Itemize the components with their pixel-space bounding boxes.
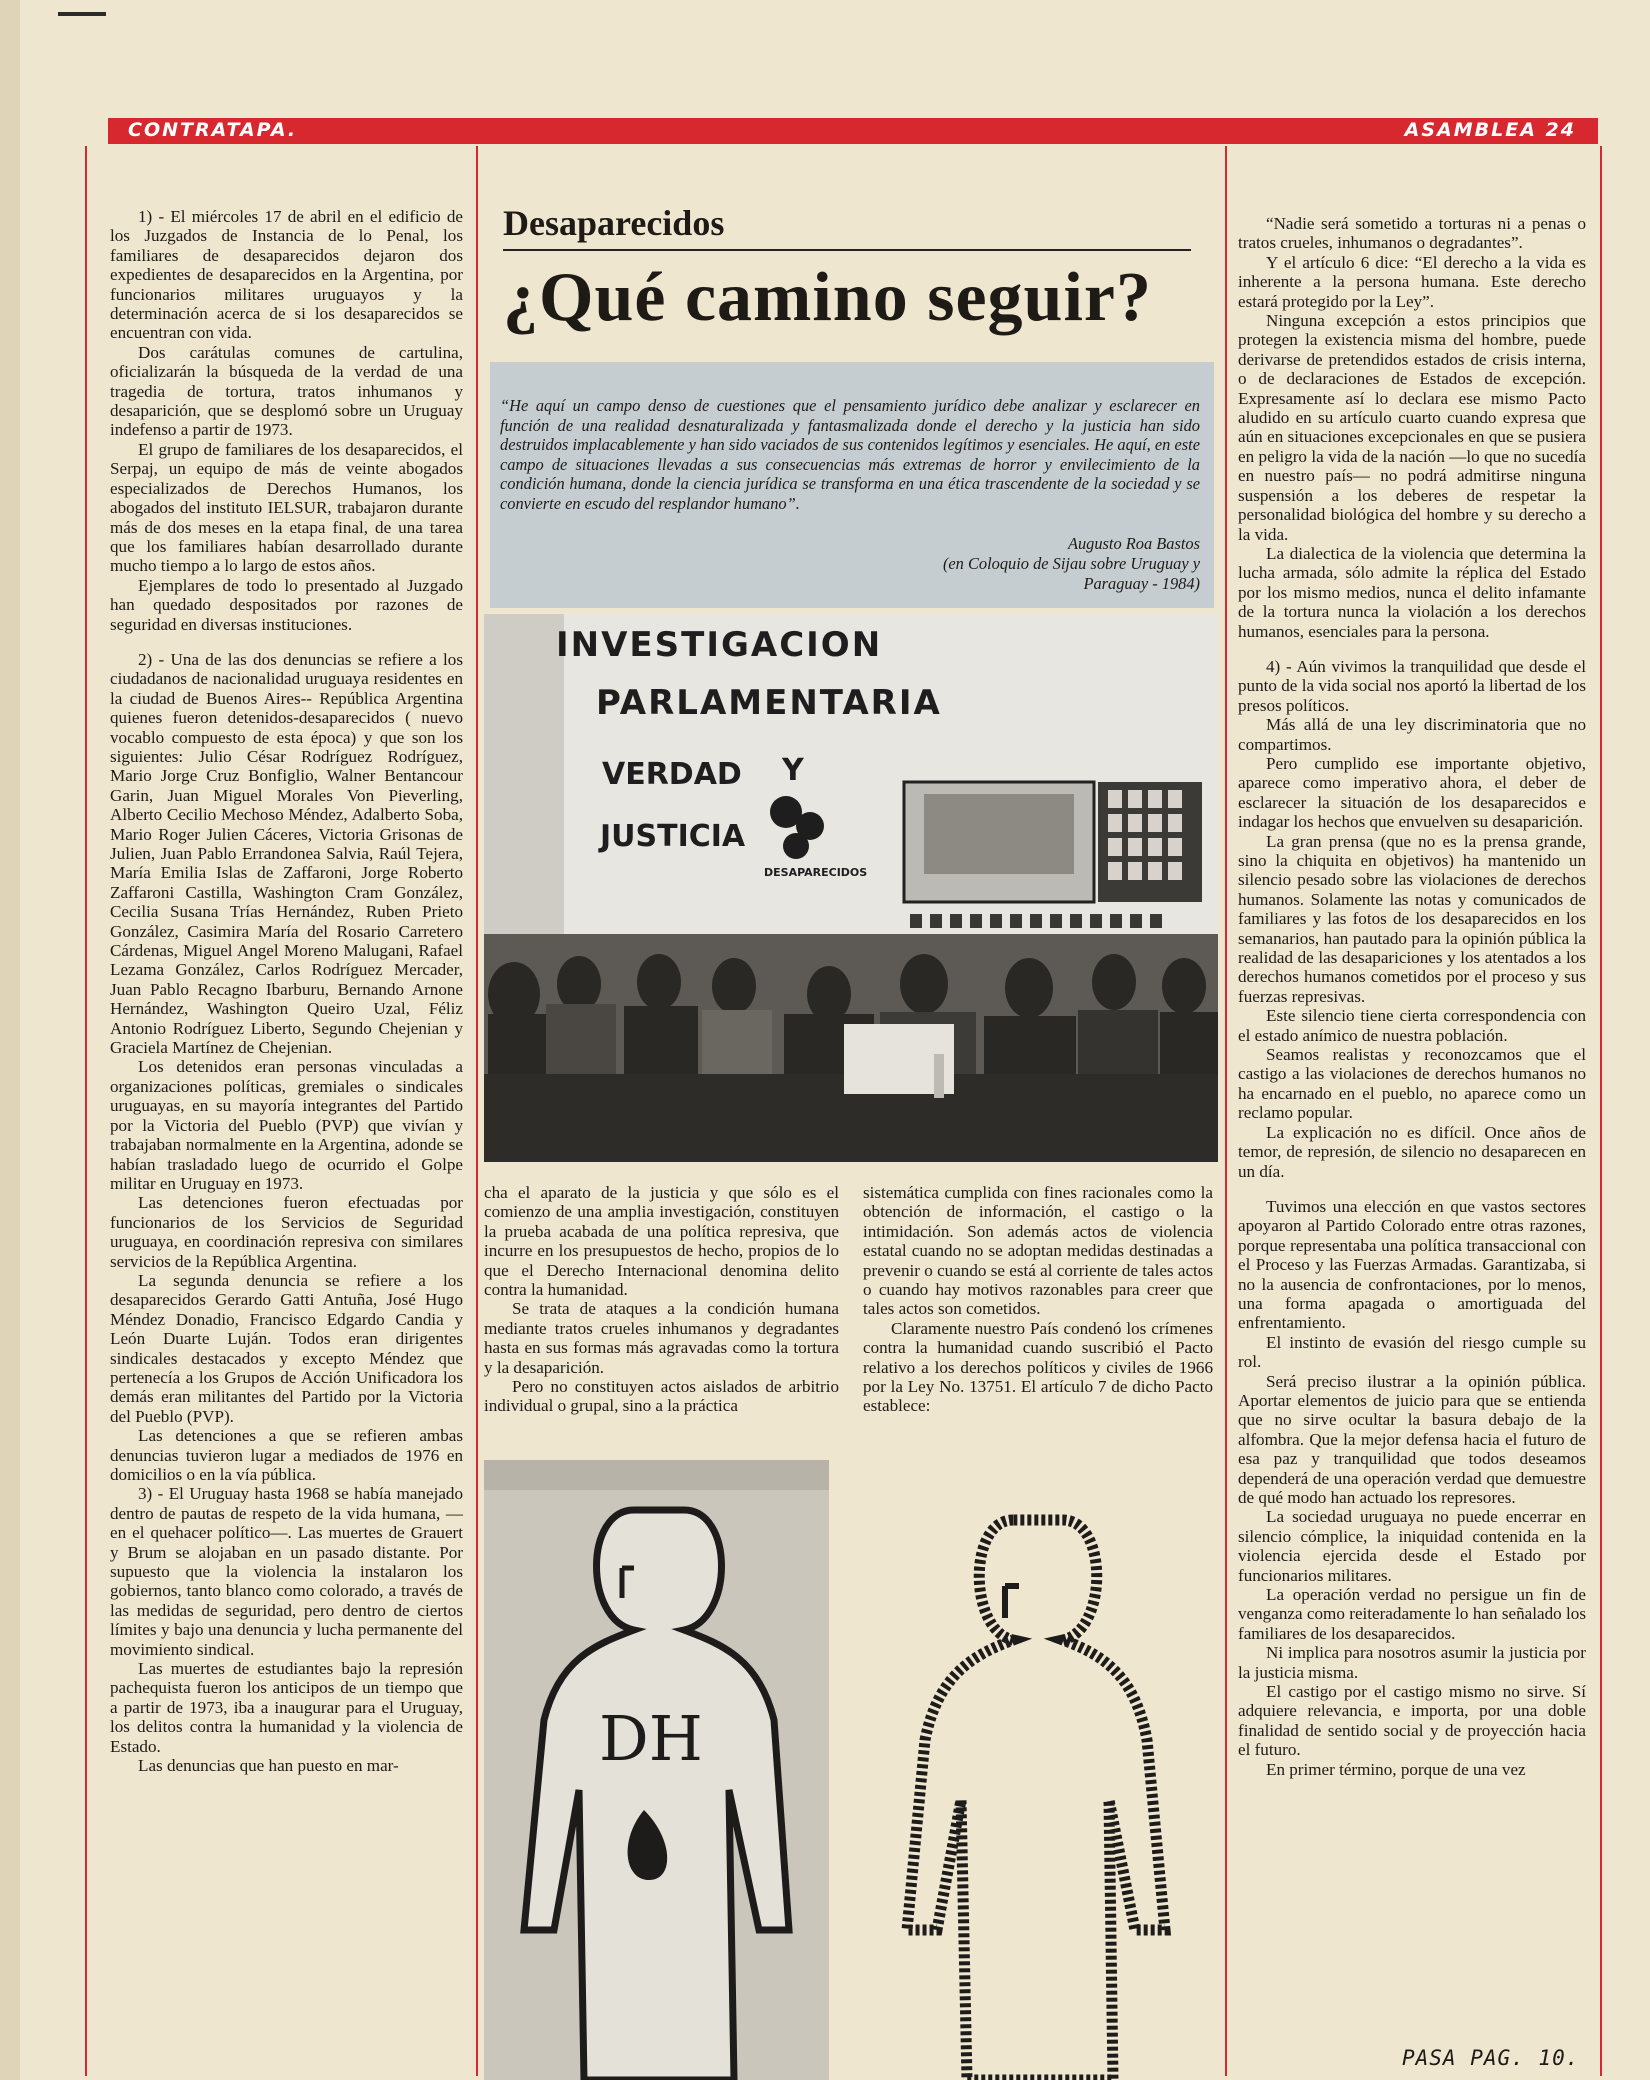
paragraph: Se trata de ataques a la condición humana mediante tratos crueles inhumanos y degradantes hasta en sus formas más agravadas como la tortura y la desaparición.	[484, 1299, 839, 1377]
paragraph: sistemática cumplida con fines racionales como la obtención de información, el castigo o la intimidación. Son además actos de violencia estatal cuando no se adoptan medidas destinadas a prevenir o cuando se está al corriente de tales actos o cuando hay motivos razonables para creer que tales actos son cometidos.	[863, 1183, 1213, 1319]
paragraph: En primer término, porque de una vez	[1266, 1759, 1526, 1779]
paragraph: Pero no constituyen actos aislados de arbitrio individual o grupal, sino a la práctica	[484, 1377, 839, 1416]
paragraph: La gran prensa (que no es la prensa grande, sino la chiquita en objetivos) ha mantenido un silencio pesado sobre las violaciones de derechos humanos. Solamente las notas y comunicados de familiares y las fotos de los desaparecidos en los semanarios, han pautado para la opinión pública la realidad de las desapariciones y los atentados a los derechos humanos cometidos por el proceso y sus fuerzas represivas.	[1238, 831, 1586, 1006]
paragraph: El castigo por el castigo mismo no sirve. Sí adquiere relevancia, e importa, por una doble finalidad de sentido social y de proyección hacia el futuro.	[1238, 1682, 1586, 1760]
paragraph: Ni implica para nosotros asumir la justicia por la justicia misma.	[1238, 1643, 1586, 1682]
paragraph: Este silencio tiene cierta correspondencia con el estado anímico de nuestra población.	[1238, 1006, 1586, 1045]
column-rule	[1225, 146, 1227, 2076]
paragraph: Pero cumplido ese importante objetivo, aparece como imperativo ahora, el deber de esclarecer la situación de los desaparecidos e indagar los hechos que envuelven su desaparición.	[1238, 753, 1586, 832]
article-kicker: Desaparecidos	[503, 203, 725, 243]
article-column-2	[484, 1183, 839, 1416]
paragraph: Claramente nuestro País condenó los crímenes contra la humanidad cuando suscribió el Pacto relativo a los derechos políticos y civiles de 1966 por la Ley No. 13751. El artículo 7 de dicho Pacto establece:	[863, 1318, 1213, 1416]
page-edge	[0, 0, 20, 2080]
paragraph: 3) - El Uruguay hasta 1968 se había manejado dentro de pautas de respeto de la vida humana, —en el quehacer político—. Las muertes de Grauert y Brum se alojaban en un pasado distante. Por supuesto que la violencia la instalaron los gobiernos, tanto blanco como colorado, a través de las medidas de seguridad, pero dentro de ciertos límites y bajo una denuncia y lucha permanente del movimiento sindical.	[110, 1484, 463, 1659]
paragraph: Seamos realistas y reconozcamos que el castigo a las violaciones de derechos humanos no ha encarnado en el pueblo, no aparece como un reclamo popular.	[1238, 1045, 1586, 1123]
banner-text-3: VERDAD	[602, 757, 742, 792]
epigraph-author: Augusto Roa Bastos	[1067, 534, 1200, 553]
drawing-letters: DH	[599, 1702, 703, 1775]
human-figure-drawing	[863, 1460, 1208, 2080]
epigraph-text: “He aquí un campo denso de cuestiones que el pensamiento jurídico debe analizar y esclarecer en función de una realidad desnaturalizada y fantasmalizada donde el derecho y la justicia han sido destruidos implacablemente y han sido vaciados de sus contenidos legítimos y esenciales. He aquí, en este campo de situaciones llevadas a sus consecuencias más extremas de horror y envilecimiento de la condición humana, donde la ciencia jurídica se transforma en una ética trascendente de la sociedad y se convierte en escudo del resplandor humano”.	[500, 396, 1200, 513]
paragraph: cha el aparato de la justicia y que sólo es el comienzo de una amplia investigación, constituyen la prueba acabada de una política represiva, que incurre en los presupuestos de hecho, propios de lo que el Derecho Internacional denomina delito contra la humanidad.	[484, 1183, 839, 1300]
paragraph: 2) - Una de las dos denuncias se refiere a los ciudadanos de nacionalidad uruguaya residentes en la ciudad de Buenos Aires-- República Argentina quienes fueron detenidos-desaparecidos ( nuevo vocablo compuesto de esta época) y que son los siguientes: Julio César Rodríguez Rodríguez, Mario Jorge Cruz Bonfiglio, Walner Bentancour Garin, Juan Miguel Morales Von Pieverling, Alberto Cecilio Mechoso Méndez, Adalberto Soba, Mario Roger Julien Cáceres, Victoria Grisonas de Julien, Juan Pablo Errandonea Salvia, Raúl Tejera, María Emilia Islas de Zaffaroni, Jorge Roberto Zaffaroni Castilla, Washington Cram González, Cecilia Susana Trías Hernández, Ruben Prieto González, Casimira María del Rosario Carretero Cárdenas, Miguel Angel Moreno Malugani, Rafael Lezama González, Carlos Rodríguez Mercader, Juan Pablo Recagno Ibarburu, Bernando Arnone Hernández, Washington Queiro Uzal, Féliz Antonio Rodríguez Liberto, Segundo Chejenian y Graciela Martínez de Chejenian.	[110, 649, 463, 1058]
paragraph: 4) - Aún vivimos la tranquilidad que desde el punto de la vida social nos aportó la libertad de los presos políticos.	[1238, 656, 1586, 715]
section-banner	[108, 118, 1598, 144]
paragraph: Ejemplares de todo lo presentado al Juzgado han quedado despositados por razones de seguridad en diversas instituciones.	[110, 575, 463, 634]
article-column-3	[863, 1183, 1213, 1416]
column-rule	[1600, 146, 1602, 2076]
kicker-underline	[503, 249, 1191, 251]
paragraph: Tuvimos una elección en que vastos sectores apoyaron al Partido Colorado entre otras razones, porque representaba una política transaccional con el Proceso y las Fuerzas Armadas. Garantizaba, si no la ausencia de confrontaciones, por lo menos, una forma apagada o amortiguada del enfrentamiento.	[1238, 1196, 1586, 1333]
section-name: CONTRATAPA.	[128, 119, 298, 141]
banner-text-5: JUSTICIA	[600, 819, 746, 854]
epigraph-box	[490, 362, 1214, 608]
article-headline: ¿Qué camino seguir?	[503, 259, 1152, 336]
banner-text-1: INVESTIGACION	[556, 625, 883, 665]
paragraph: Será preciso ilustrar a la opinión pública. Aportar elementos de juicio para que se entienda que no sirve ocultar la basura debajo de la alfombra. Que la mejor defensa hacia el futuro de esa paz y tranquilidad que todos deseamos dependerá de una operación verdad que demuestre de qué modo han actuado los represores.	[1238, 1371, 1586, 1507]
paragraph: El grupo de familiares de los desaparecidos, el Serpaj, un equipo de más de veinte abogados especializados de Derechos Humanos, los abogados del instituto IELSUR, trabajaron durante más de dos meses en la etapa final, de una tarea que los familiares habían desarrollado durante mucho tiempo a lo largo de estos años.	[110, 439, 463, 576]
top-mark	[58, 12, 106, 16]
paragraph: La dialectica de la violencia que determina la lucha armada, sólo admite la réplica del Estado por los mismo medios, nunca el delito infamante de la tortura nunca la violación a los derechos humanos, esenciales para la persona.	[1238, 543, 1586, 641]
paragraph: La operación verdad no persigue un fin de venganza como reiteradamente lo han señalado los familiares de los desaparecidos.	[1238, 1585, 1586, 1643]
paragraph: 1) - El miércoles 17 de abril en el edificio de los Juzgados de Instancia de lo Penal, los familiares de desaparecidos dejaron dos expedientes de desaparecidos en la Argentina, por funcionarios militares uruguayos y la determinación acerca de si los desaparecidos se encuentran con vida.	[110, 207, 463, 343]
paragraph: Las muertes de estudiantes bajo la represión pachequista fueron los anticipos de un tiempo que a partir de 1973, iba a inaugurar para el Uruguay, los delitos contra la humanidad y la violencia de Estado.	[110, 1659, 463, 1756]
epigraph-source: (en Coloquio de Sijau sobre Uruguay y Paraguay - 1984)	[942, 554, 1200, 593]
paragraph: La segunda denuncia se refiere a los desaparecidos Gerardo Gatti Antuña, José Hugo Méndez Donadio, Francisco Edgardo Candia y León Duarte Luján. Todos eran dirigentes sindicales destacados y excepto Méndez que pertenecía a los Grupos de Acción Unificadora los demás eran militantes del Partido por la Victoria del Pueblo (PVP).	[110, 1270, 463, 1426]
paragraph: Los detenidos eran personas vinculadas a organizaciones políticas, gremiales o sindicales uruguayas, en su mayoría integrantes del Partido por la Victoria del Pueblo (PVP) que vivían y trabajaban normalmente en la Argentina, adonde se habían trasladado luego de ocurrido el Golpe militar en Uruguay en 1973.	[110, 1057, 463, 1193]
article-column-4	[1238, 214, 1586, 1779]
continued-on-page: PASA PAG. 10.	[1402, 2046, 1580, 2070]
press-conference-photo	[484, 614, 1218, 1162]
logo-text: DESAPARECIDOS	[764, 866, 868, 879]
paragraph: Dos carátulas comunes de cartulina, oficializarán la búsqueda de la verdad de una tragedia de tortura, tratos inhumanos y desaparición, que se desplomó sobre un Uruguay indefenso a partir de 1973.	[110, 342, 463, 440]
paragraph: Más allá de una ley discriminatoria que no compartimos.	[1238, 715, 1586, 754]
human-figure-drawing-dh	[484, 1460, 829, 2080]
paragraph: “Nadie será sometido a torturas ni a penas o tratos crueles, inhumanos o degradantes”.	[1238, 214, 1586, 253]
paragraph: La explicación no es difícil. Once años de temor, de represión, de silencio no desaparecen en un día.	[1238, 1122, 1586, 1181]
paragraph: Las detenciones a que se refieren ambas denuncias tuvieron lugar a mediados de 1976 en domicilios o en la vía pública.	[110, 1426, 463, 1484]
paragraph: Y el artículo 6 dice: “El derecho a la vida es inherente a la persona humana. Este derecho estará protegido por la Ley”.	[1238, 252, 1586, 311]
paragraph: La sociedad uruguaya no puede encerrar en silencio cómplice, la iniquidad contenida en la violencia ejercida desde el Estado por funcionarios militares.	[1238, 1507, 1586, 1585]
paragraph: Las detenciones fueron efectuadas por funcionarios de los Servicios de Seguridad uruguaya, en coordinación represiva con similares servicios de la República Argentina.	[110, 1193, 463, 1271]
paragraph: El instinto de evasión del riesgo cumple su rol.	[1238, 1332, 1586, 1372]
paragraph: Las denuncias que han puesto en mar-	[138, 1756, 399, 1776]
article-column-1	[110, 207, 463, 1776]
banner-text-2: PARLAMENTARIA	[596, 683, 942, 723]
banner-text-4: Y	[782, 753, 804, 788]
publication-name: ASAMBLEA 24	[1404, 119, 1576, 141]
column-rule	[85, 146, 87, 2076]
column-rule	[476, 146, 478, 2076]
paragraph: Ninguna excepción a estos principios que protegen la existencia misma del hombre, puede derivarse de pretendidos estados de crisis interna, o de declaraciones de Estados de excepción. Expresamente así lo declara ese mismo Pacto aludido en su artículo cuarto cuando expresa que aún en situaciones excepcionales en que se pusiera en peligro la vida de la nación —lo que no sucedía en nuestro país— no podrá admitirse ninguna suspensión a los deberes de respetar la personalidad biológica del hombre y su derecho a la vida.	[1238, 311, 1586, 544]
